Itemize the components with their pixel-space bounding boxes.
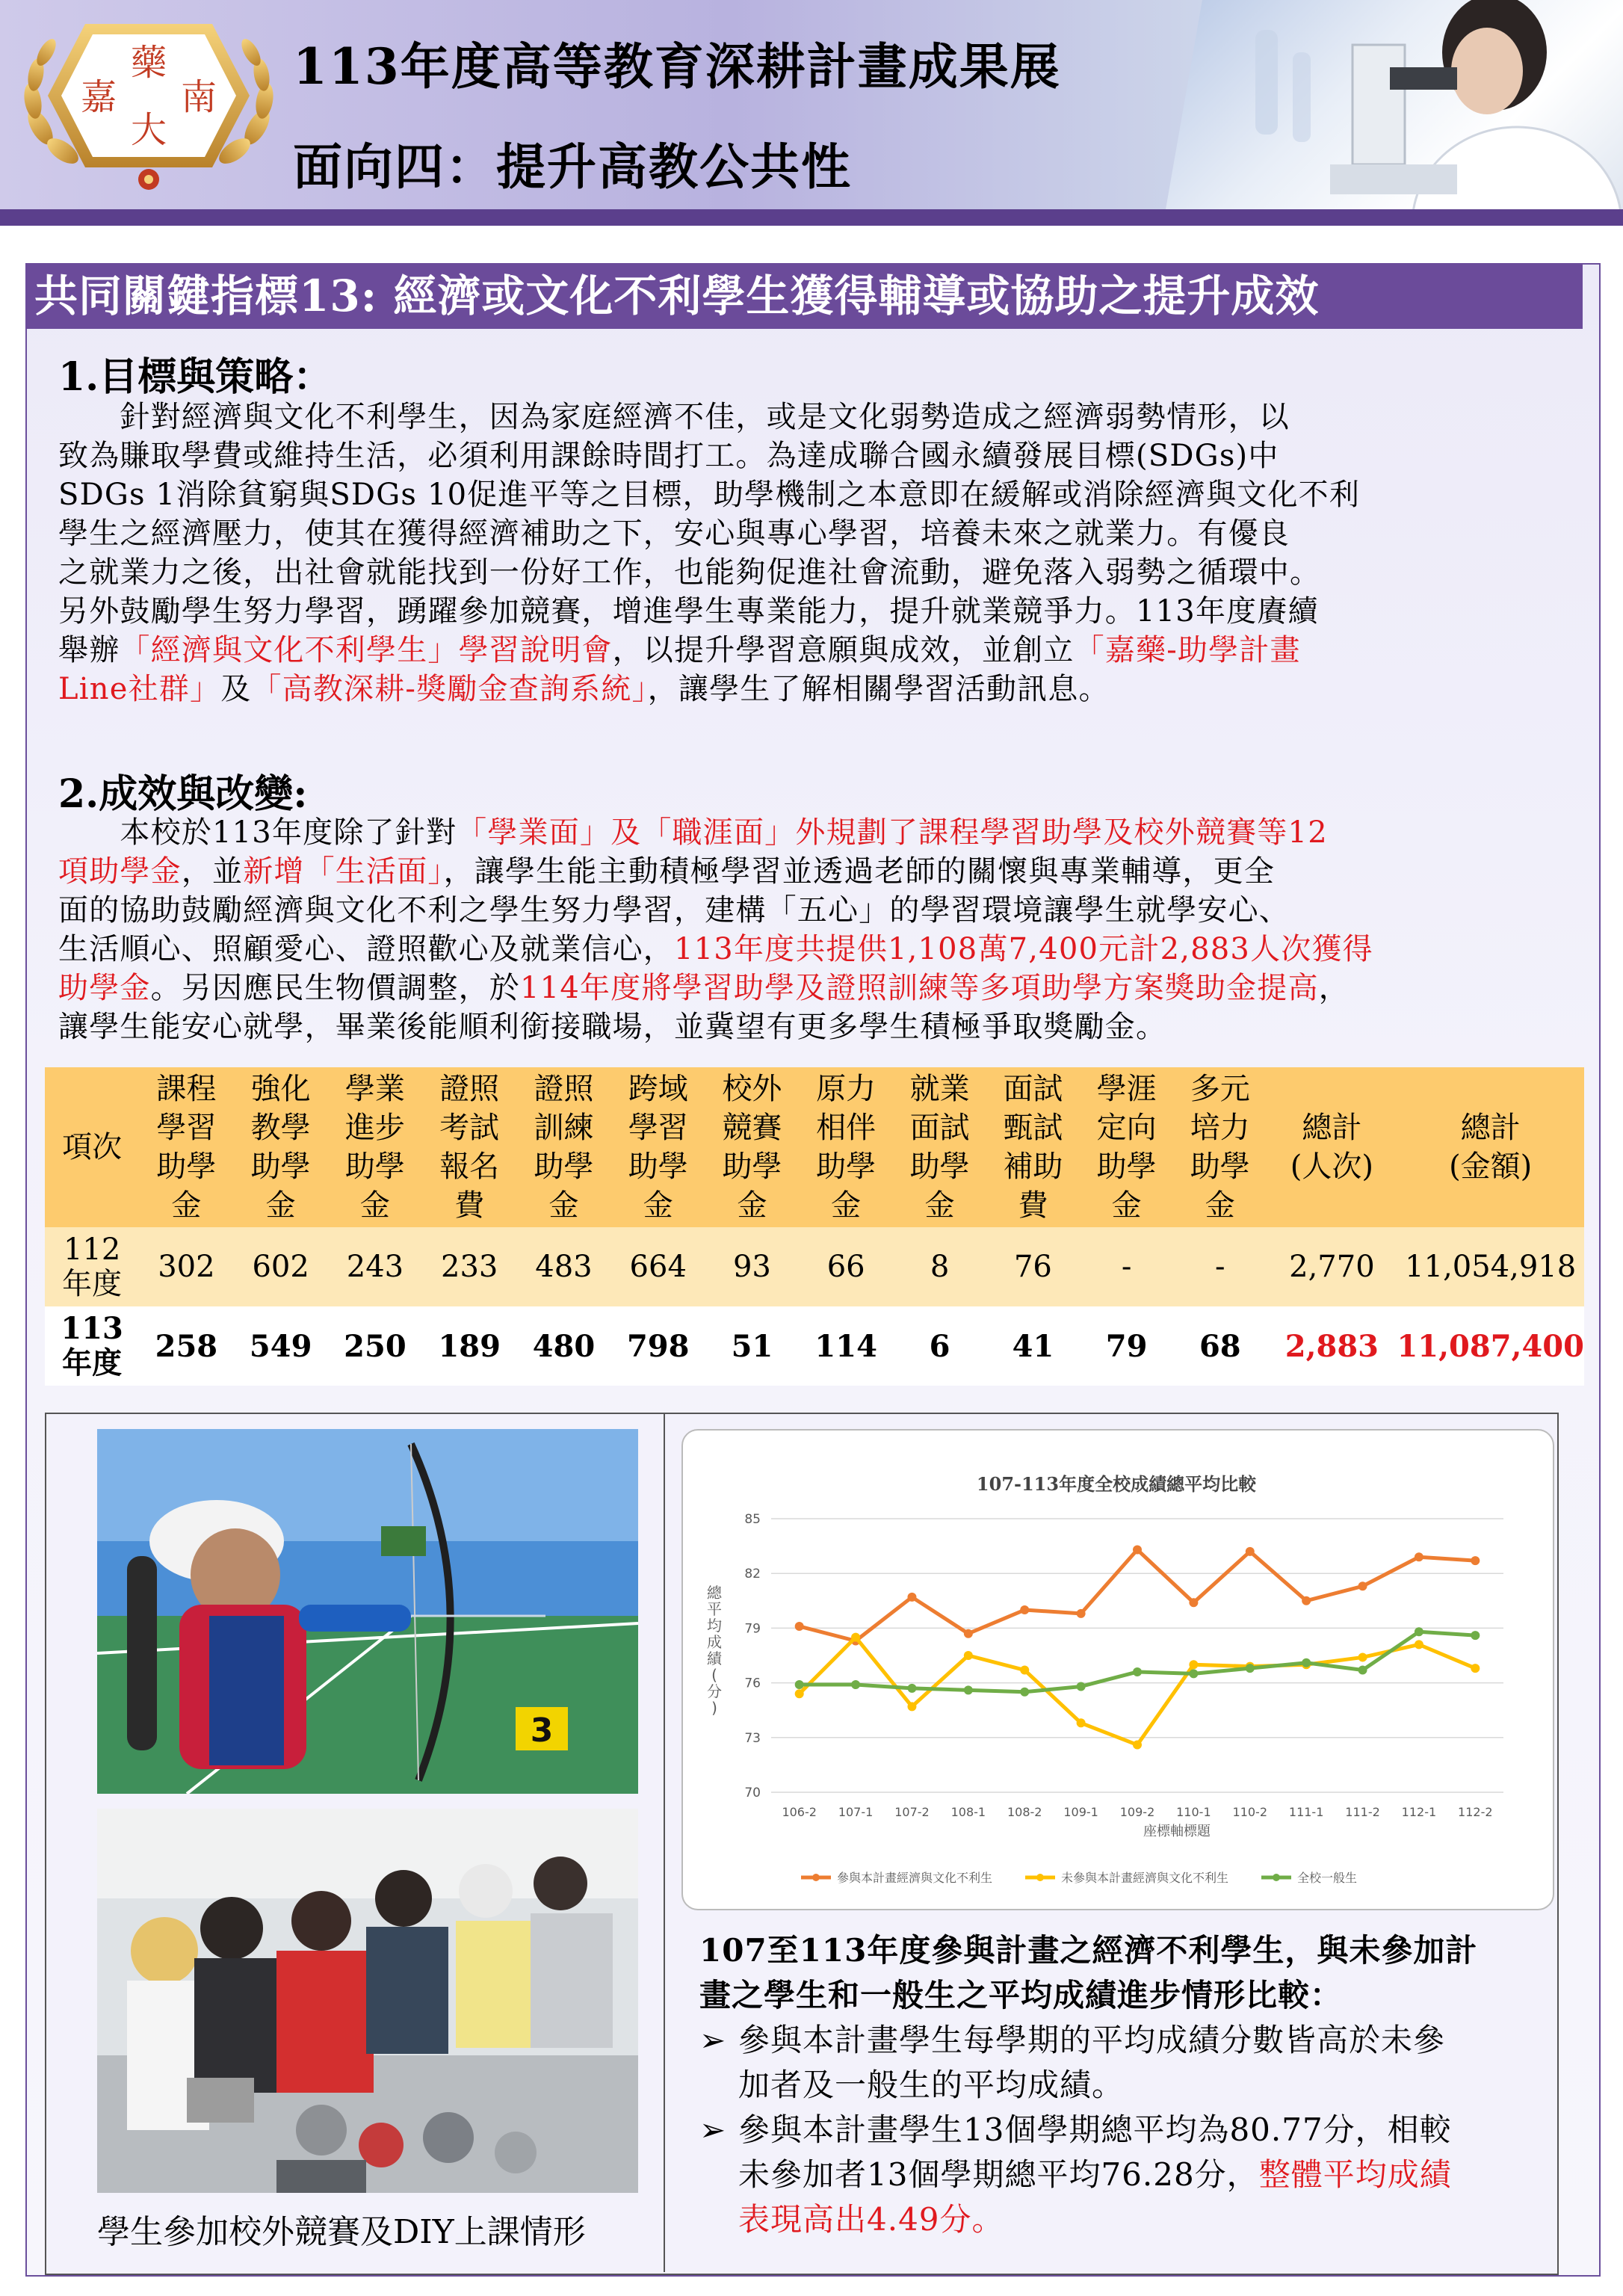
body-text: 及 (220, 672, 252, 706)
table-header-text: 就業 (909, 1072, 970, 1106)
chart-x-tick-label: 108-1 (950, 1805, 986, 1819)
chart-x-tick-label: 107-1 (838, 1805, 874, 1819)
table-header-row (45, 1067, 1584, 1227)
section2-line (58, 813, 1583, 852)
table-header-text: 助學 (816, 1149, 877, 1184)
note-line (699, 2152, 1551, 2197)
table-header-text: 助學 (1096, 1149, 1157, 1184)
table-header-text: 學習 (628, 1111, 688, 1145)
table-cell: 2,770 (1267, 1227, 1397, 1306)
table-header-cell (45, 1067, 139, 1227)
body-text: 讓學生能安心就學，畢業後能順利銜接職場，並冀望有更多學生積極爭取獎勵金。 (58, 1010, 1167, 1044)
chart-data-point (1471, 1631, 1480, 1640)
legend-marker (1036, 1874, 1044, 1881)
chart-data-point (907, 1702, 916, 1711)
table-header-text: 金 (1205, 1188, 1235, 1223)
table-cell: 602 (234, 1227, 328, 1306)
chart-data-point (851, 1680, 860, 1689)
section1-line (58, 592, 1583, 631)
chart-data-point (1077, 1718, 1086, 1727)
highlight-text: 114年度將學習助學及證照訓練等多項助學方案獎助金提高 (520, 971, 1319, 1005)
chart-data-point (1189, 1669, 1198, 1678)
chart-y-axis-label: 總平均成績(分) (707, 1584, 722, 1717)
table-header-text: 訓練 (534, 1111, 594, 1145)
table-header-text: 培力 (1190, 1111, 1250, 1145)
bullet-arrow-icon: ➢ (699, 2022, 727, 2058)
table-header-text: 報名 (439, 1149, 500, 1184)
chart-data-point (1358, 1666, 1367, 1675)
emblem-char-top: 藥 (130, 42, 167, 84)
highlight-text: 「嘉藥-助學計畫 (1074, 633, 1301, 667)
table-cell: 189 (422, 1306, 516, 1386)
chart-data-point (1077, 1609, 1086, 1618)
table-cell: 250 (328, 1306, 422, 1386)
body-text: 生活順心、照顧愛心、證照歡心及就業信心， (58, 932, 674, 966)
table-header-text: 學涯 (1096, 1072, 1157, 1106)
chart-y-tick-label: 76 (744, 1676, 761, 1691)
table-header-text: 助學 (1190, 1149, 1250, 1184)
table-header-cell (1397, 1067, 1584, 1227)
body-text: ，讓學生了解相關學習活動訊息。 (647, 672, 1110, 706)
table-cell: 483 (516, 1227, 610, 1306)
chart-data-point (851, 1633, 860, 1642)
table-header-text: 總計 (1460, 1111, 1521, 1145)
photo-archery-competition (97, 1429, 638, 1794)
table-header-text: 強化 (250, 1072, 311, 1106)
table-header-text: 助學 (534, 1149, 594, 1184)
table-row-label (45, 1306, 139, 1386)
chart-data-point (795, 1622, 804, 1631)
chart-title: 107-113年度全校成績總平均比較 (976, 1473, 1257, 1495)
section1-line (58, 553, 1583, 592)
table-header-text: 金 (643, 1188, 673, 1223)
table-header-cell (234, 1067, 328, 1227)
table-cell: 243 (328, 1227, 422, 1306)
table-header-text: 學業 (344, 1072, 405, 1106)
emblem-char-bottom: 大 (130, 109, 167, 151)
chart-data-point (1246, 1547, 1255, 1556)
chart-data-point (1020, 1688, 1029, 1697)
chart-x-tick-label: 109-1 (1063, 1805, 1098, 1819)
chart-data-point (907, 1684, 916, 1693)
table-header-cell (1080, 1067, 1173, 1227)
header-divider (0, 209, 1623, 226)
section1-line (58, 398, 1583, 436)
table-header-cell (986, 1067, 1080, 1227)
table-cell: 8 (893, 1227, 986, 1306)
body-text: 舉辦 (58, 633, 120, 667)
chart-data-point (1302, 1596, 1311, 1605)
chart-data-point (1133, 1741, 1142, 1750)
chart-data-point (1415, 1627, 1423, 1636)
body-text: 致為賺取學費或維持生活，必須利用課餘時間打工。為達成聯合國永續發展目標(SDGs)中 (58, 439, 1279, 473)
highlight-text: 表現高出4.49分。 (738, 2201, 1004, 2238)
chart-data-point (1358, 1652, 1367, 1661)
note-text: 參與本計畫學生13個學期總平均為80.77分，相較 (738, 2111, 1452, 2148)
table-header-text: 金 (171, 1188, 202, 1223)
table-cell: 114 (799, 1306, 893, 1386)
table-header-text: 多元 (1190, 1072, 1250, 1106)
chart-data-point (964, 1629, 973, 1638)
indicator-title-bar: 共同關鍵指標13: 經濟或文化不利學生獲得輔導或協助之提升成效 (25, 263, 1583, 329)
chart-data-point (1133, 1545, 1142, 1554)
row-label-text: 112 (63, 1232, 121, 1267)
table-header-text: 教學 (250, 1111, 311, 1145)
note-line (699, 2063, 1551, 2108)
chart-data-point (1302, 1658, 1311, 1667)
table-header-cell (1173, 1067, 1267, 1227)
emblem-char-right: 南 (180, 76, 217, 118)
table-header-text: 課程 (156, 1072, 217, 1106)
chart-x-tick-label: 108-2 (1007, 1805, 1042, 1819)
table-cell: 93 (705, 1227, 799, 1306)
section2-line (58, 930, 1583, 969)
table-header-text: 面試 (1003, 1072, 1063, 1106)
chart-data-point (1020, 1605, 1029, 1614)
chart-data-point (1358, 1581, 1367, 1590)
table-row (45, 1227, 1584, 1306)
table-header-text: 面試 (909, 1111, 970, 1145)
table-row-label (45, 1227, 139, 1306)
table-header-text: 助學 (909, 1149, 970, 1184)
body-text: 針對經濟與文化不利學生，因為家庭經濟不佳，或是文化弱勢造成之經濟弱勢情形，以 (58, 400, 1290, 434)
chart-y-tick-label: 73 (744, 1730, 761, 1746)
photo-caption: 學生參加校外競賽及DIY上課情形 (97, 2213, 586, 2251)
university-emblem (10, 15, 287, 194)
row-label-text: 113 (61, 1311, 123, 1346)
table-cell: 68 (1173, 1306, 1267, 1386)
chart-y-tick-label: 82 (744, 1567, 761, 1582)
table-cell: 11,054,918 (1397, 1227, 1584, 1306)
page-subtitle: 面向四：提升高教公共性 (293, 138, 852, 196)
note-line (699, 1973, 1551, 2018)
table-header-text: 費 (1018, 1188, 1048, 1223)
chart-data-point (1189, 1598, 1198, 1607)
note-text: 加者及一般生的平均成績。 (738, 2067, 1125, 2103)
legend-label: 全校一般生 (1297, 1871, 1358, 1885)
legend-label: 未參與本計畫經濟與文化不利生 (1061, 1871, 1229, 1885)
section2-line (58, 852, 1583, 891)
table-cell: 2,883 (1267, 1306, 1397, 1386)
note-line (699, 2197, 1551, 2242)
chart-notes (699, 1928, 1551, 2242)
table-header-cell (422, 1067, 516, 1227)
highlight-text: Line社群」 (58, 672, 221, 706)
section2-heading: 2.成效與改變: (58, 771, 308, 817)
table-header-text: 費 (454, 1188, 485, 1223)
chart-x-tick-label: 110-1 (1176, 1805, 1211, 1819)
highlight-text: 113年度共提供1,108萬7,400元計2,883人次獲得 (674, 932, 1373, 966)
table-header-text: 定向 (1096, 1111, 1157, 1145)
emblem-char-left: 嘉 (80, 76, 117, 118)
table-header-text: 助學 (156, 1149, 217, 1184)
note-text: 107至113年度參與計畫之經濟不利學生，與未參加計 (699, 1932, 1478, 1969)
body-text: 面的協助鼓勵經濟與文化不利之學生努力學習，建構「五心」的學習環境讓學生就學安心、 (58, 893, 1290, 928)
page-title: 113年度高等教育深耕計畫成果展 (293, 37, 1061, 96)
score-comparison-chart (681, 1429, 1551, 1907)
row-label-text: 年度 (62, 1267, 123, 1301)
table-cell: 79 (1080, 1306, 1173, 1386)
header-photo-scientist (1166, 0, 1623, 209)
body-text: SDGs 1消除貧窮與SDGs 10促進平等之目標，助學機制之本意即在緩解或消除經濟與文化不利 (58, 478, 1361, 512)
section1-line (58, 436, 1583, 475)
chart-series-line (800, 1638, 1476, 1745)
chart-data-point (964, 1685, 973, 1694)
table-header-text: 助學 (250, 1149, 311, 1184)
chart-x-tick-label: 112-1 (1401, 1805, 1437, 1819)
table-header-text: 進步 (344, 1111, 405, 1145)
bullet-arrow-icon: ➢ (699, 2111, 727, 2148)
table-cell: 41 (986, 1306, 1080, 1386)
results-box-divider (664, 1413, 665, 2272)
table-header-text: 金 (359, 1188, 390, 1223)
chart-data-point (795, 1689, 804, 1698)
chart-x-tick-label: 110-2 (1232, 1805, 1268, 1819)
chart-data-point (1077, 1682, 1086, 1691)
chart-data-point (1415, 1640, 1423, 1649)
table-cell: 664 (611, 1227, 705, 1306)
section1-line (58, 670, 1583, 709)
table-cell: - (1173, 1227, 1267, 1306)
table-header-text: 總計 (1302, 1111, 1362, 1145)
highlight-text: 「經濟與文化不利學生」學習說明會 (120, 633, 613, 667)
chart-data-point (907, 1593, 916, 1602)
table-header-text: 助學 (344, 1149, 405, 1184)
table-header-cell (516, 1067, 610, 1227)
body-text: 另外鼓勵學生努力學習，踴躍參加競賽，增進學生專業能力，提升就業競爭力。113年度賡續 (58, 594, 1319, 629)
highlight-text: 新增「生活面」 (243, 854, 444, 889)
chart-x-tick-label: 109-2 (1119, 1805, 1155, 1819)
chart-x-tick-label: 106-2 (782, 1805, 817, 1819)
table-header-text: 跨域 (628, 1072, 688, 1106)
scholarship-stats-table (45, 1067, 1584, 1386)
legend-label: 參與本計畫經濟與文化不利生 (837, 1871, 993, 1885)
section2-line (58, 891, 1583, 930)
section1-line (58, 631, 1583, 670)
archery-bib-number: 3 (530, 1712, 554, 1750)
table-header-cell (799, 1067, 893, 1227)
table-cell: 480 (516, 1306, 610, 1386)
table-cell: 51 (705, 1306, 799, 1386)
table-header-text: 金 (548, 1188, 579, 1223)
table-header-cell (139, 1067, 233, 1227)
highlight-text: 助學金 (58, 971, 151, 1005)
table-header-cell (893, 1067, 986, 1227)
note-text: 參與本計畫學生每學期的平均成績分數皆高於未參 (738, 2022, 1446, 2058)
table-cell: 11,087,400 (1397, 1306, 1584, 1386)
chart-x-tick-label: 112-2 (1458, 1805, 1493, 1819)
table-cell: 798 (611, 1306, 705, 1386)
table-header-text: 金 (737, 1188, 767, 1223)
highlight-text: 項助學金 (58, 854, 182, 889)
table-header-text: 補助 (1003, 1149, 1063, 1184)
highlight-text: 「高教深耕-獎勵金查詢系統」 (251, 672, 648, 706)
note-line (699, 2018, 1551, 2063)
table-cell: 258 (139, 1306, 233, 1386)
table-header-text: 相伴 (816, 1111, 877, 1145)
table-header-text: (人次) (1290, 1149, 1373, 1184)
section1-line (58, 475, 1583, 514)
chart-data-point (1020, 1666, 1029, 1675)
body-text: 之就業力之後，出社會就能找到一份好工作，也能夠促進社會流動，避免落入弱勢之循環中。 (58, 555, 1321, 590)
chart-data-point (1471, 1664, 1480, 1673)
table-header-text: 考試 (439, 1111, 500, 1145)
table-row (45, 1306, 1584, 1386)
table-cell: 6 (893, 1306, 986, 1386)
note-text: 未參加者13個學期總平均76.28分， (738, 2156, 1259, 2193)
chart-y-tick-label: 70 (744, 1786, 761, 1800)
chart-data-point (1246, 1664, 1255, 1673)
highlight-text: 整體平均成績 (1258, 2156, 1452, 2193)
table-header-text: 金 (265, 1188, 296, 1223)
chart-data-point (1471, 1556, 1480, 1565)
body-text: 本校於113年度除了針對 (58, 815, 457, 850)
table-header-text: 學習 (156, 1111, 217, 1145)
chart-data-point (1415, 1552, 1423, 1561)
table-header-text: 證照 (534, 1072, 594, 1106)
body-text: ，以提升學習意願與成效，並創立 (612, 633, 1075, 667)
section1-heading: 1.目標與策略： (58, 354, 333, 400)
note-line (699, 1928, 1551, 1973)
body-text: 。另因應民生物價調整，於 (150, 971, 521, 1005)
highlight-text: 「學業面」及「職涯面」外規劃了課程學習助學及校外競賽等12 (457, 815, 1328, 850)
table-header-text: (金額) (1449, 1149, 1533, 1184)
table-header-text: 證照 (439, 1072, 500, 1106)
table-cell: 233 (422, 1227, 516, 1306)
table-header-cell (1267, 1067, 1397, 1227)
legend-marker (812, 1874, 820, 1881)
table-header-text: 原力 (816, 1072, 877, 1106)
table-header-text: 校外 (722, 1072, 782, 1106)
table-cell: 76 (986, 1227, 1080, 1306)
table-header-cell (611, 1067, 705, 1227)
table-header-cell (328, 1067, 422, 1227)
body-text: 學生之經濟壓力，使其在獲得經濟補助之下，安心與專心學習，培養未來之就業力。有優良 (58, 516, 1290, 551)
table-header-cell (705, 1067, 799, 1227)
table-header-text: 金 (924, 1188, 955, 1223)
table-header-text: 競賽 (722, 1111, 782, 1145)
body-text: ，讓學生能主動積極學習並透過老師的關懷與專業輔導，更全 (443, 854, 1276, 889)
table-header-text: 甄試 (1003, 1111, 1063, 1145)
chart-data-point (1133, 1667, 1142, 1676)
table-cell: 66 (799, 1227, 893, 1306)
chart-y-tick-label: 85 (744, 1512, 761, 1527)
table-header-text: 助學 (722, 1149, 782, 1184)
photo-diy-class (97, 1809, 638, 2193)
chart-data-point (1189, 1660, 1198, 1669)
table-header-text: 項次 (62, 1130, 123, 1164)
note-line (699, 2108, 1551, 2152)
chart-x-tick-label: 111-2 (1345, 1805, 1380, 1819)
chart-x-tick-label: 111-1 (1288, 1805, 1324, 1819)
row-label-text: 年度 (62, 1345, 123, 1380)
body-text: ，並 (181, 854, 244, 889)
section2-line (58, 1007, 1583, 1046)
legend-marker (1273, 1874, 1280, 1881)
section2-body (58, 813, 1583, 1046)
body-text: ， (1318, 971, 1350, 1005)
chart-x-axis-label: 座標軸標題 (1143, 1824, 1211, 1839)
section2-line (58, 969, 1583, 1007)
chart-data-point (964, 1651, 973, 1660)
note-text: 畫之學生和一般生之平均成績進步情形比較： (699, 1977, 1343, 2013)
table-cell: 549 (234, 1306, 328, 1386)
chart-y-tick-label: 79 (744, 1621, 761, 1637)
chart-x-tick-label: 107-2 (894, 1805, 930, 1819)
table-cell: 302 (139, 1227, 233, 1306)
table-header-text: 金 (831, 1188, 862, 1223)
section1-body (58, 398, 1583, 709)
table-header-text: 助學 (628, 1149, 688, 1184)
table-header-text: 金 (1111, 1188, 1142, 1223)
chart-series-line (800, 1549, 1476, 1641)
section1-line (58, 514, 1583, 553)
table-cell: - (1080, 1227, 1173, 1306)
chart-data-point (795, 1680, 804, 1689)
